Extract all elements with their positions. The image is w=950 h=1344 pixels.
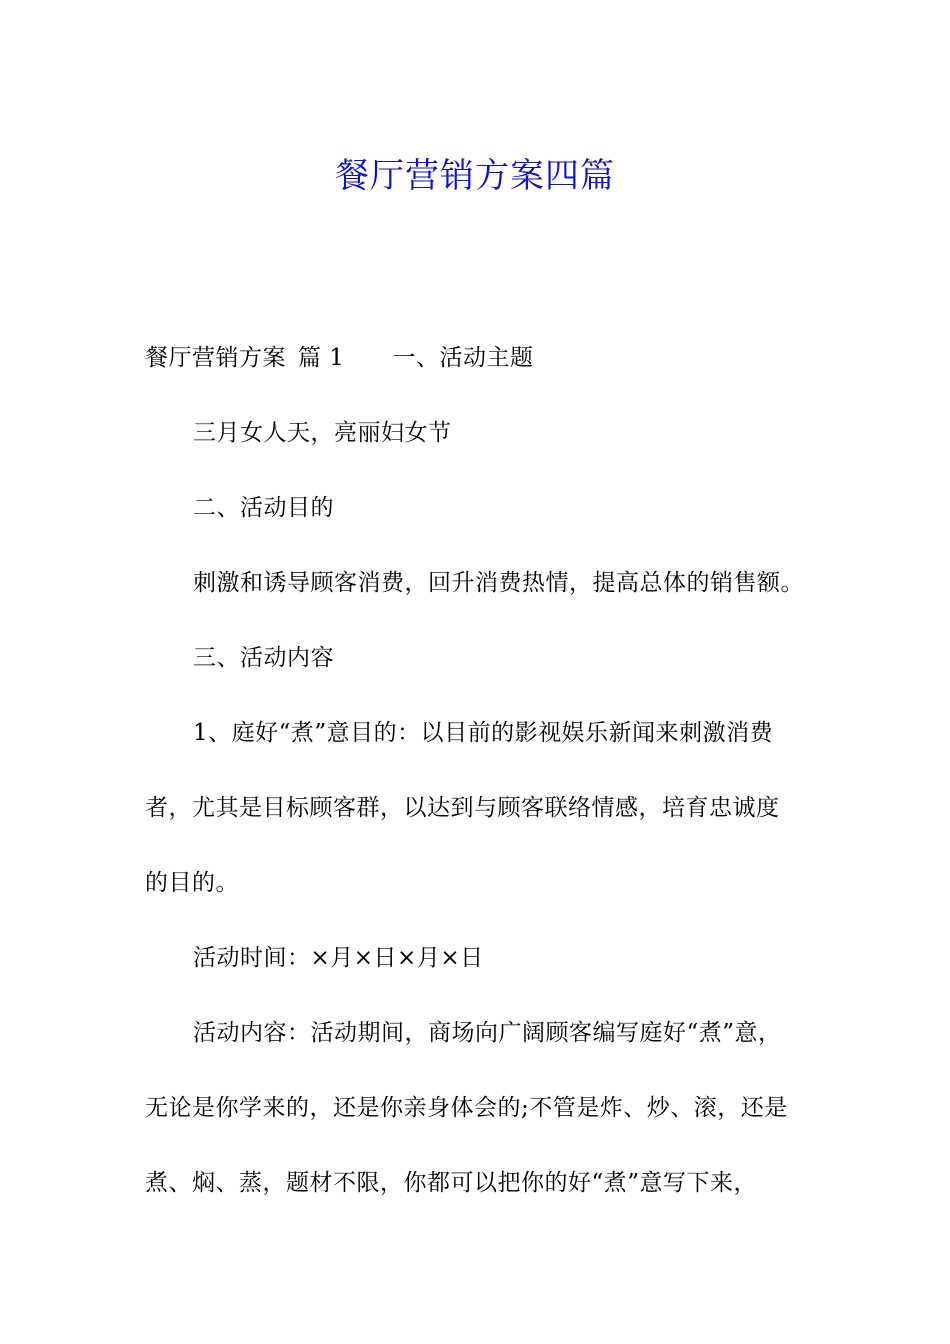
document-title: 餐厅营销方案四篇: [335, 155, 615, 196]
paragraph-line-11: 无论是你学来的，还是你亲身体会的;不管是炸、炒、滚，还是: [145, 1095, 788, 1121]
section-heading: 一、活动主题: [392, 345, 534, 371]
section-heading-2: 二、活动目的: [193, 495, 334, 521]
paragraph-line-7: 者，尤其是目标顾客群，以达到与顾客联络情感，培育忠诚度: [145, 795, 780, 821]
paragraph-line-9: 活动时间：×月×日×月×日: [193, 945, 484, 971]
paragraph-line-4: 刺激和诱导顾客消费，回升消费热情，提高总体的销售额。: [193, 570, 804, 596]
article-number: 篇 1: [298, 345, 345, 371]
paragraph-line-6: 1、庭好“煮”意目的：以目前的影视娱乐新闻来刺激消费: [193, 720, 774, 746]
section-prefix: 餐厅营销方案: [145, 345, 286, 371]
paragraph-line-1: [145, 341, 533, 375]
paragraph-line-12: 煮、焖、蒸，题材不限，你都可以把你的好“煮”意写下来，: [145, 1170, 758, 1196]
paragraph-line-10: 活动内容：活动期间，商场向广阔顾客编写庭好“煮”意，: [193, 1020, 782, 1046]
paragraph-line-8: 的目的。: [145, 870, 239, 896]
section-heading-3: 三、活动内容: [193, 645, 334, 671]
paragraph-line-2: 三月女人天，亮丽妇女节: [193, 420, 452, 446]
